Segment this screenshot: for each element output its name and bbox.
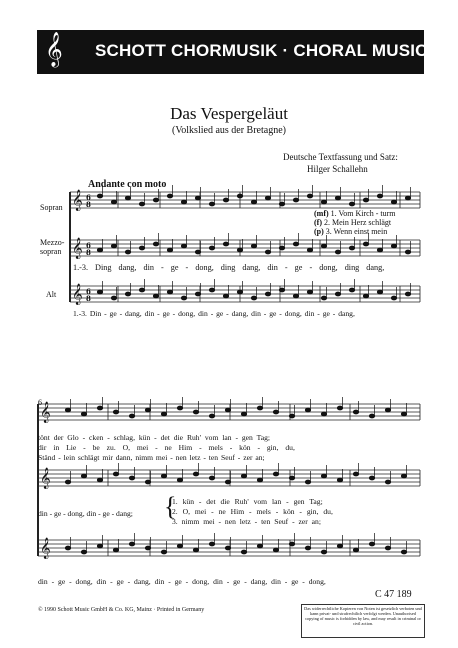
note-head	[321, 200, 326, 204]
note-head	[237, 290, 242, 294]
note-head	[177, 544, 182, 548]
note-head	[401, 474, 406, 478]
note-head	[129, 542, 134, 546]
note-head	[145, 480, 150, 484]
note-head	[113, 410, 118, 414]
note-head	[111, 296, 116, 300]
note-head	[139, 202, 144, 206]
note-head	[273, 410, 278, 414]
note-head	[305, 546, 310, 550]
schott-logo-icon: 𝄞	[45, 33, 63, 66]
note-head	[391, 200, 396, 204]
note-head	[405, 292, 410, 296]
treble-clef-icon: 𝄞	[72, 190, 83, 211]
note-head	[385, 480, 390, 484]
note-head	[349, 202, 354, 206]
note-head	[225, 408, 230, 412]
voice-label-mezzo-2: sopran	[40, 247, 62, 256]
time-signature: 6	[86, 241, 91, 250]
note-head	[97, 248, 102, 252]
note-head	[195, 292, 200, 296]
note-head	[353, 548, 358, 552]
note-head	[81, 550, 86, 554]
treble-clef-icon: 𝄞	[40, 538, 51, 559]
note-head	[305, 480, 310, 484]
note-head	[177, 478, 182, 482]
note-head	[337, 478, 342, 482]
note-head	[335, 196, 340, 200]
note-head	[97, 194, 102, 198]
note-head	[65, 408, 70, 412]
banner-text: SCHOTT CHORMUSIK · CHORAL MUSIC	[95, 41, 428, 60]
note-head	[65, 546, 70, 550]
note-head	[145, 546, 150, 550]
note-head	[321, 296, 326, 300]
note-head	[257, 544, 262, 548]
note-head	[251, 200, 256, 204]
note-head	[321, 412, 326, 416]
time-signature: 6	[86, 193, 91, 202]
note-head	[377, 290, 382, 294]
note-head	[279, 202, 284, 206]
catalog-number: C 47 189	[375, 589, 412, 600]
sopran-verse-1-lyrics: tönt der Glo - cken - schlag, kün - det die Ruh' vom lan - gen Tag;	[38, 433, 270, 442]
note-head	[273, 548, 278, 552]
time-signature: 6	[86, 287, 91, 296]
note-head	[251, 244, 256, 248]
note-head	[377, 248, 382, 252]
note-head	[223, 198, 228, 202]
note-head	[209, 476, 214, 480]
note-head	[385, 408, 390, 412]
note-head	[307, 194, 312, 198]
note-head	[289, 542, 294, 546]
note-head	[193, 410, 198, 414]
note-head	[293, 294, 298, 298]
note-head	[353, 472, 358, 476]
note-head	[65, 480, 70, 484]
dynamic-mf: (mf)	[314, 209, 329, 218]
note-head	[363, 294, 368, 298]
note-head	[307, 290, 312, 294]
note-head	[125, 292, 130, 296]
mezzo-lyrics: 1.-3. Ding dang, din - ge - dong, ding dang, din - ge - dong, ding dang,	[73, 263, 385, 272]
note-head	[307, 248, 312, 252]
note-head	[81, 412, 86, 416]
note-head	[369, 476, 374, 480]
note-head	[289, 476, 294, 480]
note-head	[125, 196, 130, 200]
note-head	[209, 202, 214, 206]
note-head	[257, 406, 262, 410]
note-head	[225, 480, 230, 484]
note-head	[335, 292, 340, 296]
note-head	[97, 544, 102, 548]
note-head	[401, 412, 406, 416]
note-head	[369, 414, 374, 418]
note-head	[401, 550, 406, 554]
note-head	[321, 474, 326, 478]
note-head	[391, 296, 396, 300]
note-head	[289, 414, 294, 418]
note-head	[257, 478, 262, 482]
copyright-line: © 1990 Schott Music GmbH & Co. KG, Mainz · Printed in Germany	[38, 607, 205, 613]
mezzo-left-lyrics: din - ge - dong, din - ge - dang;	[38, 509, 133, 518]
song-subtitle: (Volkslied aus der Bretagne)	[172, 125, 286, 136]
note-head	[279, 288, 284, 292]
note-head	[139, 246, 144, 250]
note-head	[251, 296, 256, 300]
note-head	[293, 198, 298, 202]
note-head	[349, 246, 354, 250]
time-signature: 8	[86, 200, 91, 209]
time-signature: 8	[86, 294, 91, 303]
note-head	[363, 198, 368, 202]
alt-lyrics-2: din - ge - dong, din - ge - dang, din - ge - dong, din - ge - dang, din - ge - dong,	[38, 577, 326, 586]
note-head	[177, 406, 182, 410]
note-head	[405, 196, 410, 200]
sopran-verse-2-lyrics: dir in Lie - be zu. O, mei - ne Him - mels - kön - gin, du,	[38, 443, 295, 452]
note-head	[97, 290, 102, 294]
note-head	[167, 290, 172, 294]
note-head	[337, 406, 342, 410]
note-head	[223, 294, 228, 298]
note-head	[237, 248, 242, 252]
note-head	[241, 412, 246, 416]
note-head	[161, 474, 166, 478]
note-head	[265, 196, 270, 200]
note-head	[305, 408, 310, 412]
verse-brace-icon: {	[164, 492, 177, 521]
note-head	[161, 550, 166, 554]
note-head	[129, 414, 134, 418]
alt-lyrics: 1.-3. Din - ge - dang, din - ge - dong, din - ge - dang, din - ge - dong, din - ge - dang,	[73, 309, 355, 318]
note-head	[209, 288, 214, 292]
dynamic-p: (p)	[314, 227, 324, 236]
note-head	[279, 246, 284, 250]
treble-clef-icon: 𝄞	[40, 402, 51, 423]
mezzo-verse-1-lyrics: 1. kün - det die Ruh' vom lan - gen Tag;	[172, 497, 323, 506]
note-head	[181, 200, 186, 204]
tempo-marking: Andante con moto	[88, 179, 167, 190]
note-head	[241, 474, 246, 478]
note-head	[273, 472, 278, 476]
sopran-verse-2: (f) 2. Mein Herz schlägt	[314, 218, 392, 227]
note-head	[129, 476, 134, 480]
note-head	[337, 544, 342, 548]
mezzo-verse-2-lyrics: 2. O, mei - ne Him - mels - kön - gin, du,	[172, 507, 333, 516]
song-title: Das Vespergeläut	[170, 104, 288, 123]
note-head	[223, 242, 228, 246]
note-head	[195, 196, 200, 200]
note-head	[111, 200, 116, 204]
note-head	[181, 296, 186, 300]
dynamic-f: (f)	[314, 218, 322, 227]
note-head	[209, 542, 214, 546]
note-head	[97, 406, 102, 410]
voice-label-mezzo-1: Mezzo-	[40, 238, 65, 247]
treble-clef-icon: 𝄞	[72, 284, 83, 305]
note-head	[293, 242, 298, 246]
note-head	[321, 244, 326, 248]
note-head	[241, 550, 246, 554]
note-head	[145, 408, 150, 412]
note-head	[113, 548, 118, 552]
note-head	[153, 242, 158, 246]
note-head	[153, 198, 158, 202]
note-head	[139, 288, 144, 292]
note-head	[113, 472, 118, 476]
treble-clef-icon: 𝄞	[40, 468, 51, 489]
voice-label-sopran: Sopran	[40, 203, 63, 212]
note-head	[167, 248, 172, 252]
note-head	[335, 250, 340, 254]
note-head	[97, 478, 102, 482]
note-head	[391, 244, 396, 248]
note-head	[193, 548, 198, 552]
note-head	[193, 472, 198, 476]
note-head	[161, 412, 166, 416]
measure-number: 6	[38, 398, 42, 407]
copy-notice-box: Das widerrechtliche Kopieren von Noten ist gesetzlich verboten und kann privat- und strafrechtlich verfolgt werden. Unauthorised copying of music is forbidden by law, and may result in criminal or civil action.	[301, 604, 425, 638]
note-head	[349, 288, 354, 292]
note-head	[81, 474, 86, 478]
note-head	[405, 250, 410, 254]
mezzo-verse-3-lyrics: 3. nimm mei - nen letz - ten Seuf - zer an;	[172, 517, 321, 526]
note-head	[167, 194, 172, 198]
note-head	[153, 294, 158, 298]
note-head	[125, 250, 130, 254]
voice-label-alt: Alt	[46, 290, 57, 299]
note-head	[265, 292, 270, 296]
note-head	[321, 550, 326, 554]
note-head	[237, 194, 242, 198]
sopran-verse-1: (mf) 1. Vom Kirch - turm	[314, 209, 396, 218]
note-head	[385, 546, 390, 550]
note-head	[195, 250, 200, 254]
note-head	[209, 246, 214, 250]
arrangement-credit: Deutsche Textfassung und Satz:	[283, 152, 398, 162]
note-head	[377, 194, 382, 198]
treble-clef-icon: 𝄞	[72, 238, 83, 259]
note-head	[363, 242, 368, 246]
note-head	[111, 244, 116, 248]
sopran-verse-3: (p) 3. Wenn einst mein	[314, 227, 388, 236]
note-head	[265, 250, 270, 254]
note-head	[353, 410, 358, 414]
note-head	[181, 244, 186, 248]
time-signature: 8	[86, 248, 91, 257]
arranger-name: Hilger Schallehn	[307, 164, 368, 174]
sopran-verse-3-lyrics: Ständ - lein schlägt mir dann, nimm mei - nen letz - ten Seuf - zer an;	[38, 453, 265, 462]
note-head	[369, 542, 374, 546]
note-head	[209, 414, 214, 418]
note-head	[225, 546, 230, 550]
